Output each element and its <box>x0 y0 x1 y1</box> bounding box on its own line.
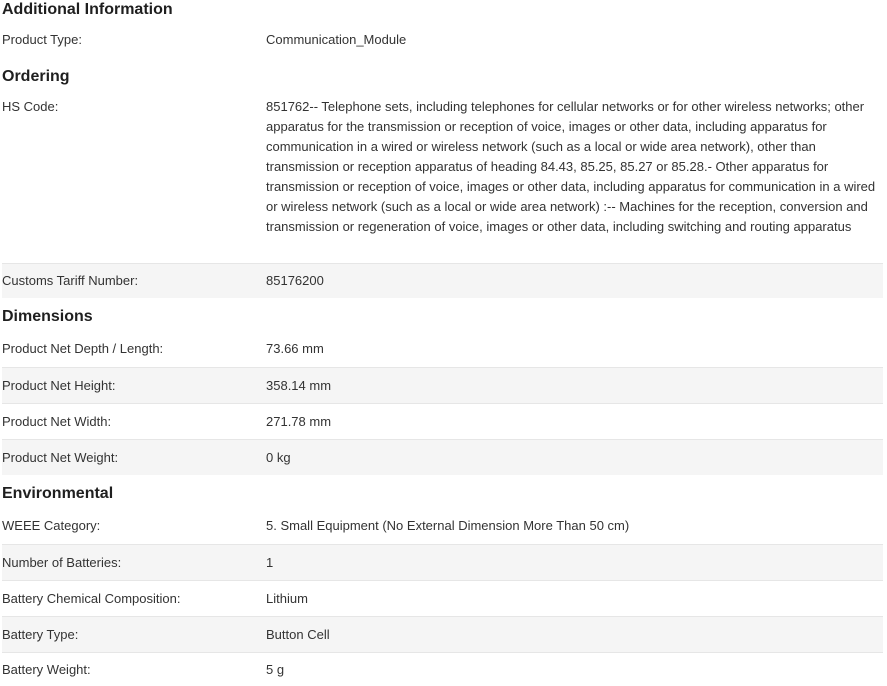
value-battery-type: Button Cell <box>266 626 330 642</box>
row-net-height <box>2 367 883 403</box>
row-hs-code <box>2 97 883 257</box>
section-title-environmental: Environmental <box>2 485 114 502</box>
label-battery-type: Battery Type: <box>2 626 79 642</box>
label-net-weight: Product Net Weight: <box>2 449 119 465</box>
value-battery-weight: 5 g <box>266 661 285 677</box>
value-weee-category: 5. Small Equipment (No External Dimension More Than 50 cm) <box>266 518 630 533</box>
row-net-width <box>2 403 883 439</box>
value-net-depth: 73.66 mm <box>266 341 324 356</box>
row-battery-chemical-composition <box>2 580 883 616</box>
row-customs-tariff-number <box>2 263 883 298</box>
label-number-of-batteries: Number of Batteries: <box>2 554 122 570</box>
label-hs-code: HS Code: <box>2 99 59 114</box>
value-net-width: 271.78 mm <box>266 413 332 429</box>
row-battery-weight <box>2 652 883 686</box>
label-customs-tariff-number: Customs Tariff Number: <box>2 273 139 288</box>
value-hs-code: 851762-- Telephone sets, including telephones for cellular networks or for other wireless networks; other apparatus for the transmission or reception of voice, images or other data, including apparatus for communication in a wired or wireless network (such as a local or wide area network), other than transmission or reception apparatus of heading 84.43, 85.25, 85.27 or 85.28.- Other apparatus for transmission or reception of voice, images or other data, including apparatus for communication in a wired or wireless network (such as a local or wide area network) :-- Machines for the reception, conversion and transmission or regeneration of voice, images or other data, including switching and routing apparatus <box>266 99 876 234</box>
value-net-weight: 0 kg <box>266 449 291 465</box>
value-battery-chemical-composition: Lithium <box>266 590 308 606</box>
section-title-dimensions: Dimensions <box>2 308 93 325</box>
label-weee-category: WEEE Category: <box>2 518 101 533</box>
value-net-height: 358.14 mm <box>266 377 332 393</box>
label-net-height: Product Net Height: <box>2 377 116 393</box>
row-product-type <box>2 30 883 50</box>
row-net-depth <box>2 331 883 367</box>
value-product-type: Communication_Module <box>266 32 407 47</box>
label-battery-weight: Battery Weight: <box>2 661 91 677</box>
label-net-depth: Product Net Depth / Length: <box>2 341 164 356</box>
section-title-additional-information: Additional Information <box>2 1 173 18</box>
label-net-width: Product Net Width: <box>2 413 112 429</box>
section-title-ordering: Ordering <box>2 68 70 85</box>
label-battery-chemical-composition: Battery Chemical Composition: <box>2 590 181 606</box>
row-weee-category <box>2 508 883 544</box>
row-number-of-batteries <box>2 544 883 580</box>
value-number-of-batteries: 1 <box>266 554 274 570</box>
value-customs-tariff-number: 85176200 <box>266 273 324 288</box>
row-net-weight <box>2 439 883 475</box>
row-battery-type <box>2 616 883 652</box>
label-product-type: Product Type: <box>2 32 82 47</box>
